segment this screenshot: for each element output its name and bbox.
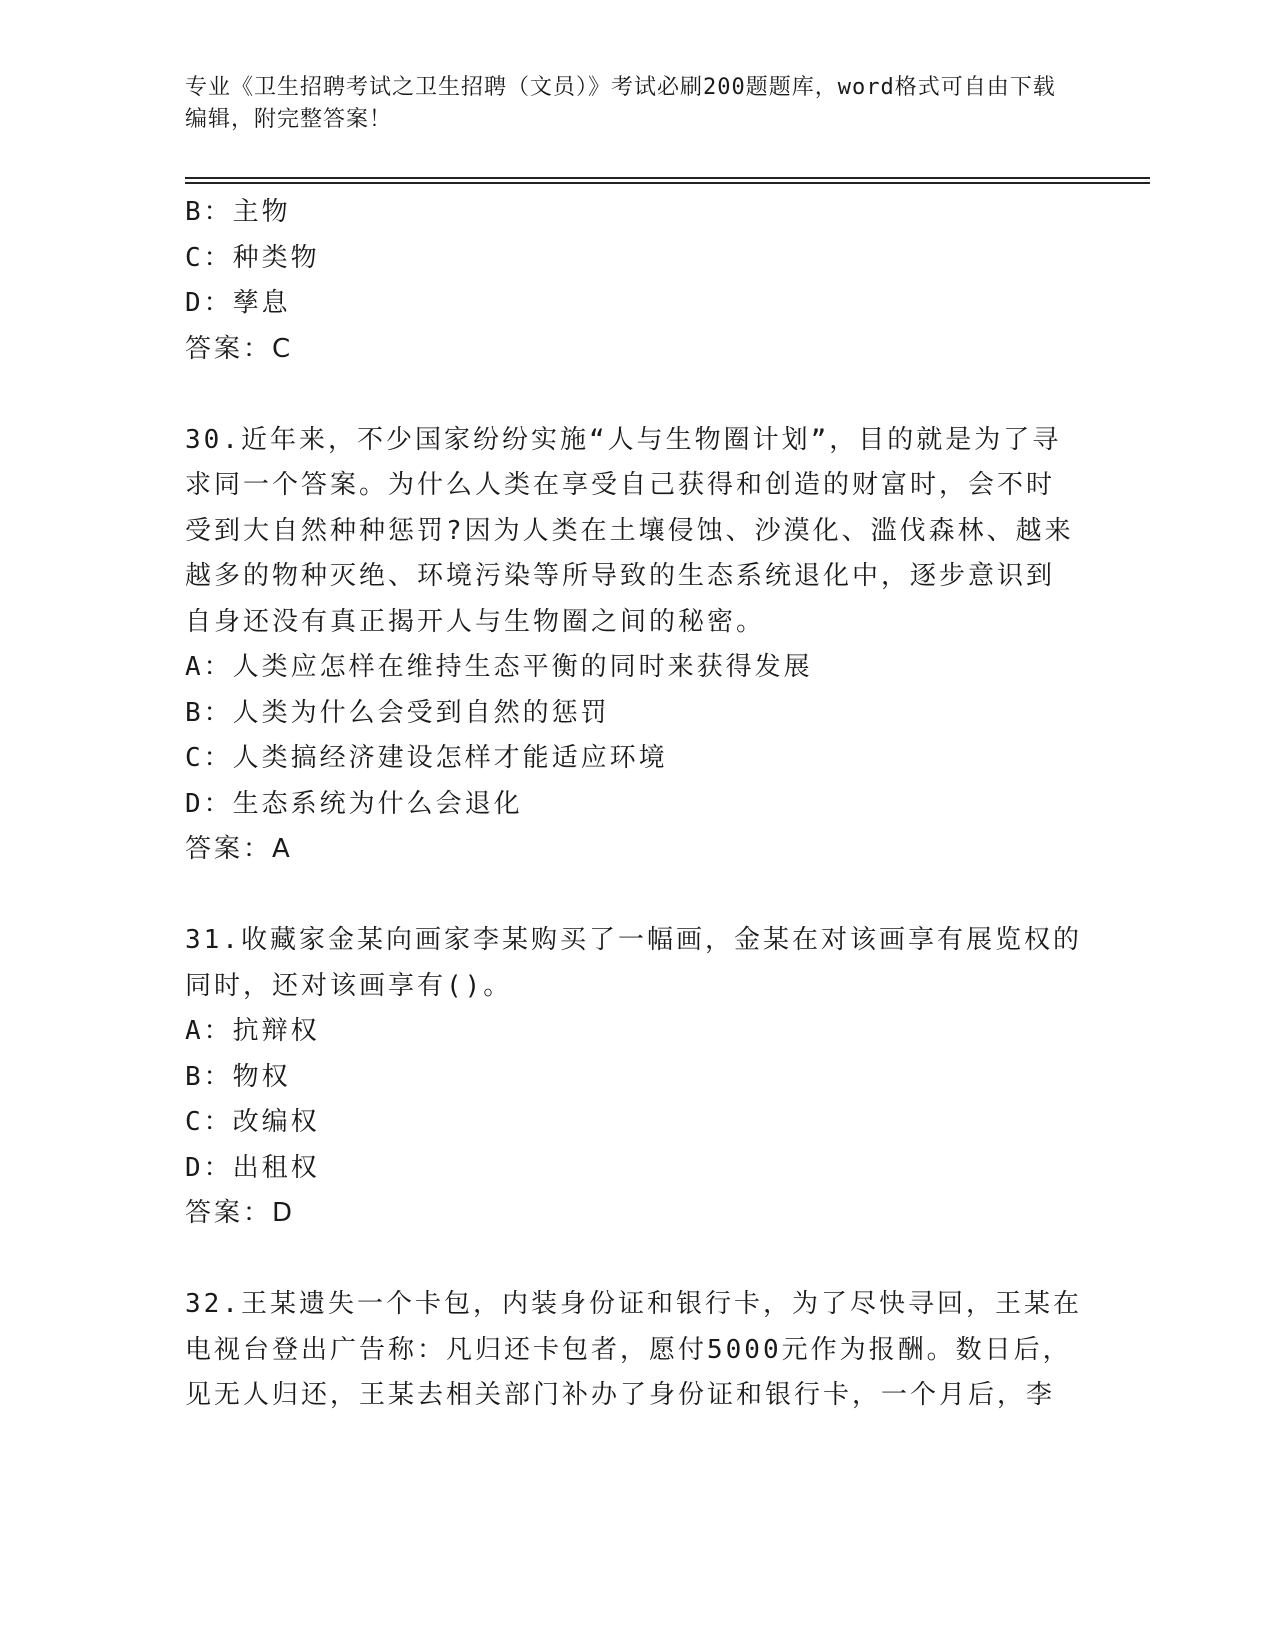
question-stem-line: 31.收藏家金某向画家李某购买了一幅画，金某在对该画享有展览权的 [185, 925, 1082, 955]
spacer [185, 873, 1065, 919]
header-rule-top [185, 177, 1150, 179]
option-d: D：生态系统为什么会退化 [185, 788, 523, 819]
question-stem-line: 32.王某遗失一个卡包，内装身份证和银行卡，为了尽快寻回，王某在 [185, 1289, 1082, 1319]
question-stem-line: 越多的物种灭绝、环境污染等所导致的生态系统退化中，逐步意识到 [185, 561, 1056, 591]
question-stem-line: 自身还没有真正揭开人与生物圈之间的秘密。 [185, 606, 766, 637]
answer: 答案：A [185, 834, 293, 864]
prev-question [185, 190, 1065, 372]
answer: 答案：D [185, 1198, 296, 1228]
question-32 [185, 1282, 1082, 1419]
spacer [185, 1237, 1065, 1283]
answer: 答案：C [185, 333, 294, 364]
option-c: C：人类搞经济建设怎样才能适应环境 [185, 743, 668, 773]
question-30 [185, 418, 1074, 873]
option-d: D：出租权 [185, 1152, 320, 1183]
question-stem-line: 同时，还对该画享有()。 [185, 970, 513, 1001]
question-content [185, 190, 1082, 1419]
option-b: B：主物 [185, 197, 291, 227]
option-b: B：人类为什么会受到自然的惩罚 [185, 697, 610, 728]
question-stem-line: 电视台登出广告称：凡归还卡包者，愿付5000元作为报酬。数日后， [185, 1334, 1072, 1365]
option-c: C：种类物 [185, 242, 320, 273]
question-stem-line: 求同一个答案。为什么人类在享受自己获得和创造的财富时，会不时 [185, 470, 1056, 500]
question-31 [185, 918, 1082, 1237]
option-a: A：抗辩权 [185, 1016, 320, 1046]
question-stem-line: 30.近年来，不少国家纷纷实施“人与生物圈计划”，目的就是为了寻 [185, 424, 1062, 455]
option-b: B：物权 [185, 1061, 291, 1092]
option-c: C：改编权 [185, 1107, 320, 1137]
spacer [185, 372, 1065, 418]
question-stem-line: 受到大自然种种惩罚?因为人类在土壤侵蚀、沙漠化、滥伐森林、越来 [185, 515, 1074, 546]
question-stem-line: 见无人归还，王某去相关部门补办了身份证和银行卡，一个月后，李 [185, 1380, 1056, 1410]
header-rule-bottom [185, 182, 1150, 184]
page-header: 专业《卫生招聘考试之卫生招聘（文员）》考试必刷200题题库，word格式可自由下载编辑，附完整答案！ [185, 75, 1056, 132]
option-a: A：人类应怎样在维持生态平衡的同时来获得发展 [185, 652, 813, 682]
option-d: D：孳息 [185, 288, 291, 318]
